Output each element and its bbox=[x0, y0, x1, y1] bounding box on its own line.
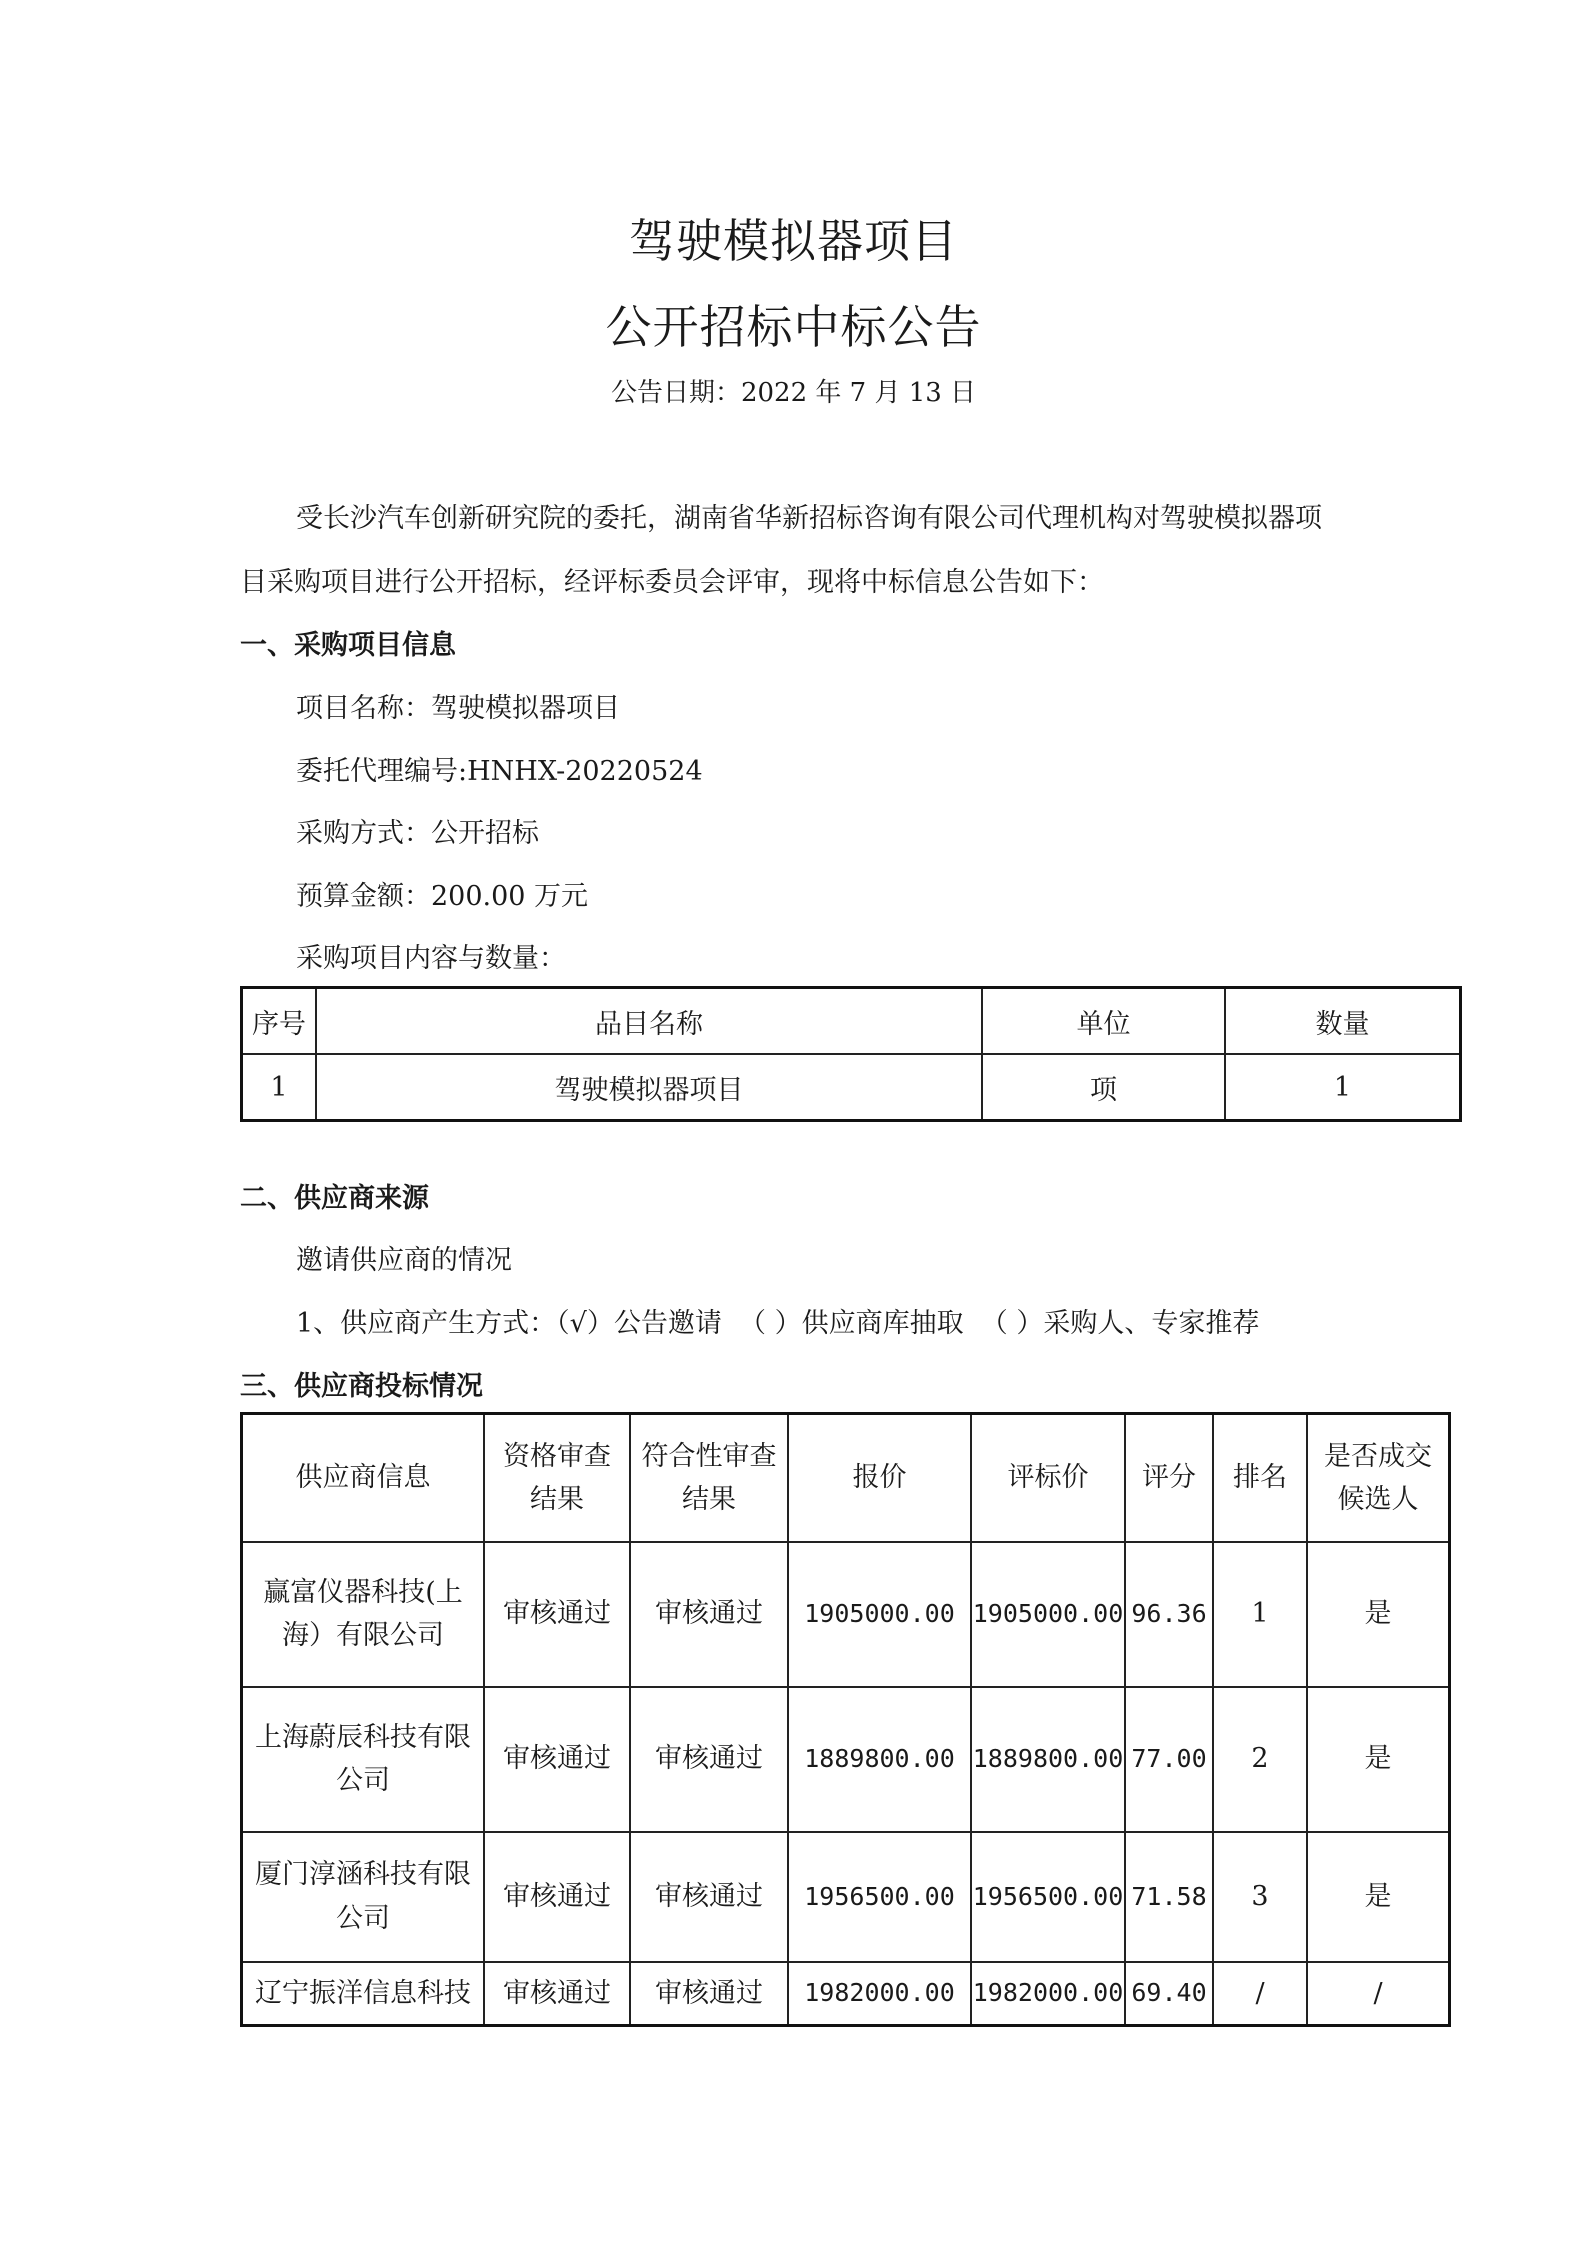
table-cell: 驾驶模拟器项目 bbox=[316, 1054, 982, 1121]
procurement-items-table bbox=[240, 986, 1462, 1122]
agency-code: 委托代理编号:HNHX-20220524 bbox=[296, 756, 703, 787]
section-3-heading: 三、供应商投标情况 bbox=[240, 1371, 483, 1402]
bid-price-cell: 1889800.00 bbox=[788, 1687, 971, 1832]
supplier-name-cell: 厦门淳涵科技有限公司 bbox=[242, 1832, 485, 1962]
table-cell: 1 bbox=[1225, 1054, 1461, 1121]
conformity-cell: 审核通过 bbox=[630, 1687, 788, 1832]
intro-line-1: 受长沙汽车创新研究院的委托，湖南省华新招标咨询有限公司代理机构对驾驶模拟器项 bbox=[296, 503, 1322, 534]
project-name: 项目名称：驾驶模拟器项目 bbox=[296, 693, 620, 724]
bid-price-cell: 1982000.00 bbox=[788, 1962, 971, 2026]
content-label: 采购项目内容与数量： bbox=[296, 943, 566, 974]
qualification-cell: 审核通过 bbox=[484, 1687, 630, 1832]
table-header-row bbox=[242, 988, 1461, 1055]
score-cell: 96.36 bbox=[1125, 1542, 1213, 1687]
rank-cell: / bbox=[1213, 1962, 1307, 2026]
candidate-cell: 是 bbox=[1307, 1542, 1450, 1687]
budget-amount: 预算金额：200.00 万元 bbox=[296, 881, 589, 912]
table-row bbox=[242, 1962, 1450, 2026]
table-cell: 项 bbox=[982, 1054, 1225, 1121]
rank-cell: 1 bbox=[1213, 1542, 1307, 1687]
candidate-cell: 是 bbox=[1307, 1832, 1450, 1962]
header-cell: 供应商信息 bbox=[242, 1414, 485, 1542]
candidate-cell: / bbox=[1307, 1962, 1450, 2026]
table-row bbox=[242, 1054, 1461, 1121]
header-cell: 评分 bbox=[1125, 1414, 1213, 1542]
header-cell: 报价 bbox=[788, 1414, 971, 1542]
evaluated-price-cell: 1982000.00 bbox=[971, 1962, 1125, 2026]
supplier-method-line: 1、供应商产生方式：（√）公告邀请 （ ）供应商库抽取 （ ）采购人、专家推荐 bbox=[296, 1308, 1260, 1339]
document-title: 驾驶模拟器项目 bbox=[629, 214, 958, 268]
supplier-name-cell: 上海蔚辰科技有限公司 bbox=[242, 1687, 485, 1832]
rank-cell: 3 bbox=[1213, 1832, 1307, 1962]
header-cell: 数量 bbox=[1225, 988, 1461, 1055]
supplier-name-cell: 辽宁振洋信息科技 bbox=[242, 1962, 485, 2026]
section-2-heading: 二、供应商来源 bbox=[240, 1183, 429, 1214]
header-cell: 序号 bbox=[242, 988, 317, 1055]
conformity-cell: 审核通过 bbox=[630, 1832, 788, 1962]
header-cell: 符合性审查结果 bbox=[630, 1414, 788, 1542]
header-cell: 评标价 bbox=[971, 1414, 1125, 1542]
qualification-cell: 审核通过 bbox=[484, 1542, 630, 1687]
header-cell: 品目名称 bbox=[316, 988, 982, 1055]
intro-line-2: 目采购项目进行公开招标，经评标委员会评审，现将中标信息公告如下： bbox=[240, 567, 1104, 598]
rank-cell: 2 bbox=[1213, 1687, 1307, 1832]
evaluated-price-cell: 1889800.00 bbox=[971, 1687, 1125, 1832]
evaluated-price-cell: 1905000.00 bbox=[971, 1542, 1125, 1687]
evaluated-price-cell: 1956500.00 bbox=[971, 1832, 1125, 1962]
qualification-cell: 审核通过 bbox=[484, 1832, 630, 1962]
header-cell: 是否成交候选人 bbox=[1307, 1414, 1450, 1542]
bidding-results-table bbox=[240, 1412, 1451, 2027]
candidate-cell: 是 bbox=[1307, 1687, 1450, 1832]
table-header-row bbox=[242, 1414, 1450, 1542]
conformity-cell: 审核通过 bbox=[630, 1962, 788, 2026]
procurement-method: 采购方式：公开招标 bbox=[296, 818, 539, 849]
table-row bbox=[242, 1542, 1450, 1687]
header-cell: 资格审查结果 bbox=[484, 1414, 630, 1542]
conformity-cell: 审核通过 bbox=[630, 1542, 788, 1687]
header-cell: 排名 bbox=[1213, 1414, 1307, 1542]
bid-price-cell: 1905000.00 bbox=[788, 1542, 971, 1687]
bid-price-cell: 1956500.00 bbox=[788, 1832, 971, 1962]
header-cell: 单位 bbox=[982, 988, 1225, 1055]
announcement-date: 公告日期：2022 年 7 月 13 日 bbox=[610, 378, 977, 408]
score-cell: 77.00 bbox=[1125, 1687, 1213, 1832]
table-row bbox=[242, 1832, 1450, 1962]
section-1-heading: 一、采购项目信息 bbox=[240, 630, 456, 661]
table-cell: 1 bbox=[242, 1054, 317, 1121]
qualification-cell: 审核通过 bbox=[484, 1962, 630, 2026]
score-cell: 71.58 bbox=[1125, 1832, 1213, 1962]
invitation-subheading: 邀请供应商的情况 bbox=[296, 1245, 512, 1276]
supplier-name-cell: 赢富仪器科技(上海）有限公司 bbox=[242, 1542, 485, 1687]
table-row bbox=[242, 1687, 1450, 1832]
score-cell: 69.40 bbox=[1125, 1962, 1213, 2026]
document-subtitle: 公开招标中标公告 bbox=[605, 300, 982, 354]
